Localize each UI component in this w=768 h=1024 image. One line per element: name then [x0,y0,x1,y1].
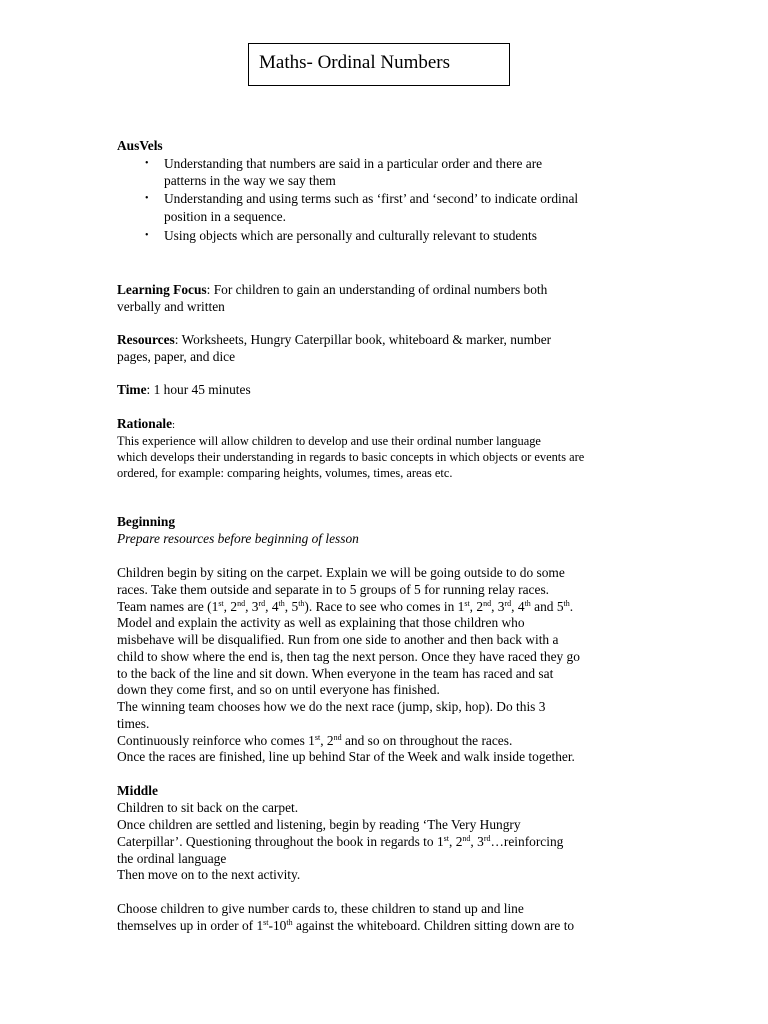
ausvels-bullet-1-line-1: Understanding that numbers are said in a particular order and there are [164,156,543,171]
bullet-icon: • [145,230,149,241]
beginning-line-9: The winning team chooses how we do the next race (jump, skip, hop). Do this 3 [117,699,546,714]
beginning-reinforce-line: Continuously reinforce who comes 1st, 2nd and so on throughout the races. [117,733,513,748]
time-line: Time: 1 hour 45 minutes [117,382,251,397]
learning-focus-line-2: verbally and written [117,299,225,314]
beginning-line-1: Children begin by siting on the carpet. Explain we will be going outside to do some [117,565,565,580]
rationale-heading: Rationale: [117,416,176,431]
bullet-icon: • [145,193,149,204]
ausvels-heading: AusVels [117,138,163,153]
middle-line-1: Children to sit back on the carpet. [117,800,299,815]
rationale-line-1: This experience will allow children to develop and use their ordinal number language [117,434,541,448]
middle-line-5: Then move on to the next activity. [117,867,301,882]
page-title: Maths- Ordinal Numbers [259,52,451,73]
middle-line-2: Once children are settled and listening, begin by reading ‘The Very Hungry [117,817,521,832]
beginning-line-8: down they come first, and so on until everyone has finished. [117,682,440,697]
middle-caterpillar-line: Caterpillar’. Questioning throughout the book in regards to 1st, 2nd, 3rd…reinforcing [117,834,564,849]
beginning-note: Prepare resources before beginning of lesson [117,531,359,546]
rationale-line-3: ordered, for example: comparing heights, volumes, times, areas etc. [117,466,453,480]
beginning-line-4: Model and explain the activity as well as explaining that those children who [117,615,525,630]
ausvels-bullet-1-line-2: patterns in the way we say them [164,173,336,188]
beginning-line-6: child to show where the end is, then tag the next person. Once they have raced they go [117,649,580,664]
beginning-heading: Beginning [117,514,176,529]
beginning-line-5: misbehave will be disqualified. Run from one side to another and then back with a [117,632,559,647]
middle-line-6: Choose children to give number cards to, these children to stand up and line [117,901,524,916]
ausvels-bullet-2-line-1: Understanding and using terms such as ‘first’ and ‘second’ to indicate ordinal [164,191,579,206]
learning-focus-line-1: Learning Focus: For children to gain an understanding of ordinal numbers both [117,282,548,297]
resources-line-2: pages, paper, and dice [117,349,236,364]
beginning-last-line: Once the races are finished, line up behind Star of the Week and walk inside together. [117,749,575,764]
ausvels-bullet-3-line-1: Using objects which are personally and culturally relevant to students [164,228,537,243]
rationale-line-2: which develops their understanding in regards to basic concepts in which objects or events are [117,450,585,464]
middle-heading: Middle [117,783,158,798]
resources-line-1: Resources: Worksheets, Hungry Caterpillar book, whiteboard & marker, number [117,332,552,347]
beginning-team-names-line: Team names are (1st, 2nd, 3rd, 4th, 5th). Race to see who comes in 1st, 2nd, 3rd, 4th and 5th. [117,599,574,614]
beginning-line-7: to the back of the line and sit down. When everyone in the team has raced and sat [117,666,554,681]
time-label: Time [117,382,147,397]
ausvels-bullet-2-line-2: position in a sequence. [164,209,286,224]
bullet-icon: • [145,158,149,169]
resources-label: Resources [117,332,175,347]
middle-order-line: themselves up in order of 1st-10th against the whiteboard. Children sitting down are to [117,918,575,933]
middle-line-4: the ordinal language [117,851,227,866]
beginning-line-2: races. Take them outside and separate in to 5 groups of 5 for running relay races. [117,582,550,597]
learning-focus-label: Learning Focus [117,282,207,297]
beginning-line-10: times. [117,716,150,731]
title-box [248,43,510,86]
